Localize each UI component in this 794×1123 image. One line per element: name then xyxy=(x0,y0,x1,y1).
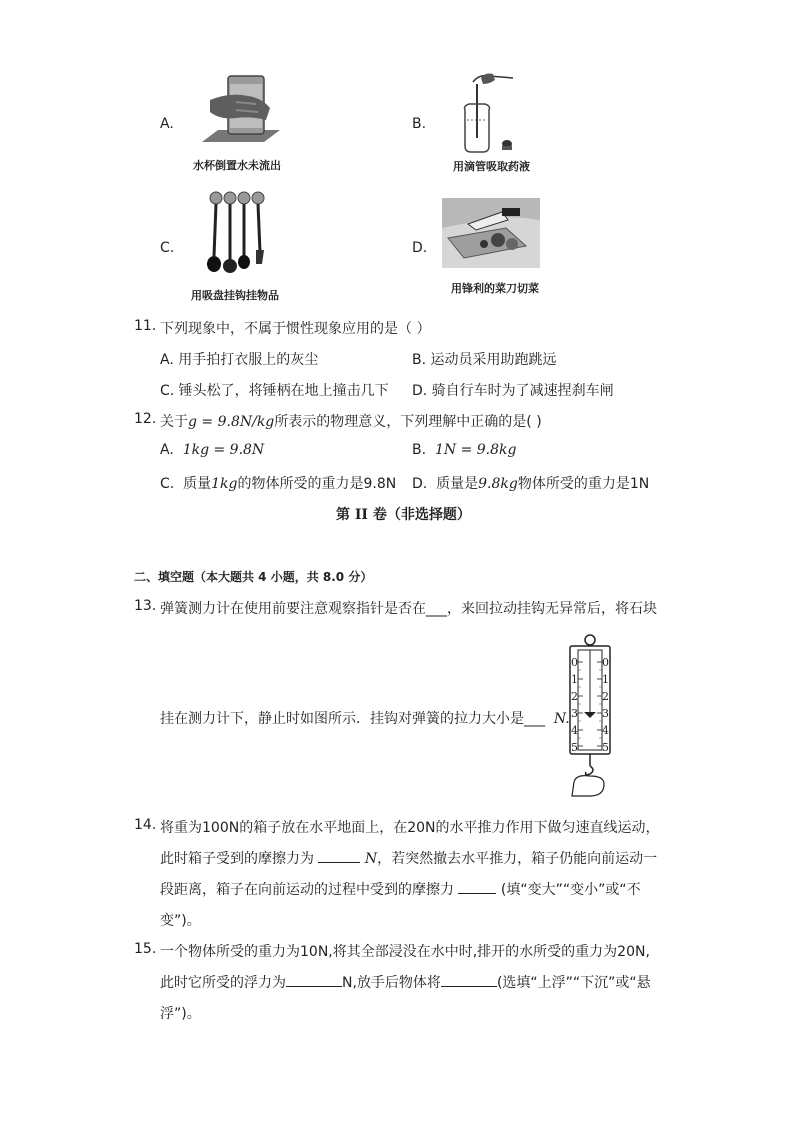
question-text: 此时箱子受到的摩擦力为 xyxy=(160,851,314,867)
question-text: (填“变大”“变小”或“不 xyxy=(500,882,641,898)
option-letter: A. xyxy=(160,442,174,458)
question-text: 放手后物体将 xyxy=(356,975,441,991)
question-line: 将重为100N的箱子放在水平地面上，在20N的水平推力作用下做匀速直线运动， xyxy=(160,820,660,836)
tick-label: 3 xyxy=(571,707,578,720)
section-title: 第 II 卷（非选择题） xyxy=(336,507,471,523)
option-letter-d: D. xyxy=(412,240,428,256)
option-text: 质量 xyxy=(183,476,212,492)
suction-hooks-image xyxy=(204,190,268,276)
question-stem: 下列现象中，不属于惯性现象应用的是（ ） xyxy=(160,321,431,337)
knife-cutting-image xyxy=(442,198,540,268)
question-line xyxy=(160,848,657,868)
tick-label: 0 xyxy=(571,656,578,669)
question-number: 13. xyxy=(134,598,157,614)
option-text: 质量是 xyxy=(436,476,479,492)
question-text: ，若突然撤去水平推力，箱子仍能向前运动一 xyxy=(377,851,658,867)
question-line xyxy=(160,879,641,899)
spring-scale-image xyxy=(560,632,620,802)
tick-label: 2 xyxy=(602,690,609,703)
option-a xyxy=(160,442,264,458)
option-formula: 9.8kg xyxy=(478,476,518,492)
stem-text: 所表示的物理意义，下列理解中正确的是( ) xyxy=(274,414,542,430)
option-d xyxy=(412,473,649,493)
question-line xyxy=(160,972,651,992)
answer-blank[interactable] xyxy=(318,848,360,863)
tick-label: 1 xyxy=(571,673,578,686)
caption-c: 用吸盘挂钩挂物品 xyxy=(191,289,279,302)
question-line: 浮”)。 xyxy=(160,1006,201,1022)
unit-label: N. xyxy=(553,711,570,727)
caption-a: 水杯倒置水未流出 xyxy=(193,159,281,172)
question-line: 变”)。 xyxy=(160,913,201,929)
tick-label: 4 xyxy=(571,724,578,737)
question-text: 段距离，箱子在向前运动的过程中受到的摩擦力 xyxy=(160,882,454,898)
tick-label: 0 xyxy=(602,656,609,669)
tick-label: 4 xyxy=(602,724,609,737)
option-letter: D. xyxy=(412,476,428,492)
option-letter: B. xyxy=(412,442,427,458)
answer-blank[interactable] xyxy=(458,879,496,894)
answer-blank[interactable] xyxy=(441,972,497,987)
option-a: A. 用手拍打衣服上的灰尘 xyxy=(160,352,319,368)
question-line: 一个物体所受的重力为10N,将其全部浸没在水中时,排开的水所受的重力为20N, xyxy=(160,944,650,960)
unit-label: N, xyxy=(342,975,357,991)
cup-inverted-image xyxy=(200,72,284,148)
tick-label: 3 xyxy=(602,707,609,720)
unit-label: N xyxy=(364,851,378,867)
caption-d: 用锋利的菜刀切菜 xyxy=(451,282,539,295)
question-stem xyxy=(160,411,542,431)
option-b xyxy=(412,442,516,458)
question-text: 此时它所受的浮力为 xyxy=(160,975,286,991)
stem-formula: g = 9.8N/kg xyxy=(188,414,275,430)
option-letter-c: C. xyxy=(160,240,175,256)
tick-label: 2 xyxy=(571,690,578,703)
option-c: C. 锤头松了，将锤柄在地上撞击几下 xyxy=(160,383,389,399)
tick-label: 1 xyxy=(602,673,609,686)
section-heading: 二、填空题（本大题共 4 小题，共 8.0 分） xyxy=(134,570,373,584)
option-formula: 1kg xyxy=(211,476,238,492)
question-text: (选填“上浮”“下沉”或“悬 xyxy=(496,975,651,991)
question-line xyxy=(160,708,570,728)
question-number: 15. xyxy=(134,941,157,957)
option-letter: C. xyxy=(160,476,175,492)
scale-left-labels xyxy=(571,654,579,756)
tick-label: 5 xyxy=(571,741,578,754)
question-number: 14. xyxy=(134,817,157,833)
tick-label: 5 xyxy=(602,741,609,754)
option-b: B. 运动员采用助跑跳远 xyxy=(412,352,557,368)
caption-b: 用滴管吸取药液 xyxy=(453,160,530,173)
question-text: 挂在测力计下，静止时如图所示．挂钩对弹簧的拉力大小是___ xyxy=(160,711,545,727)
scale-right-labels xyxy=(602,654,610,756)
option-d: D. 骑自行车时为了减速捏刹车闸 xyxy=(412,383,614,399)
dropper-image xyxy=(455,68,525,156)
option-formula: 1N = 9.8kg xyxy=(434,442,517,458)
option-letter-a: A. xyxy=(160,116,174,132)
answer-blank[interactable] xyxy=(286,972,342,987)
option-c xyxy=(160,473,396,493)
option-text: 物体所受的重力是1N xyxy=(517,476,650,492)
option-formula: 1kg = 9.8N xyxy=(182,442,265,458)
option-letter-b: B. xyxy=(412,116,427,132)
question-number: 11. xyxy=(134,318,157,334)
option-text: 的物体所受的重力是9.8N xyxy=(237,476,397,492)
question-number: 12. xyxy=(134,411,157,427)
stem-text: 关于 xyxy=(160,414,188,430)
question-line: 弹簧测力计在使用前要注意观察指针是否在___，来回拉动挂钩无异常后，将石块 xyxy=(160,601,657,617)
